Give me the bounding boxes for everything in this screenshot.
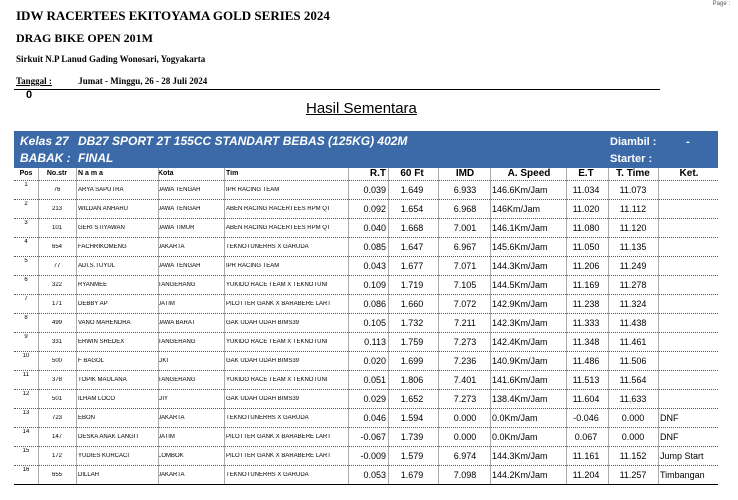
table-bottom-line — [14, 484, 718, 485]
cell-ket: Jump Start — [660, 451, 704, 461]
cell-et: 0.067 — [574, 432, 598, 442]
cell-kota: JAWA TENGAH — [158, 206, 201, 212]
column-divider — [76, 168, 77, 484]
table-row — [14, 446, 718, 465]
cell-tt: 11.120 — [619, 223, 647, 233]
cell-spd: 145.6Km/Jam — [492, 242, 548, 252]
babak-label: BABAK : — [20, 151, 71, 165]
cell-tt: 0.000 — [621, 432, 645, 442]
cell-no: 322 — [51, 282, 62, 288]
cell-imd: 6.974 — [453, 451, 477, 461]
cell-ft: 1.660 — [400, 299, 424, 309]
table-body — [14, 180, 718, 484]
cell-nama: RYANMEE — [78, 282, 108, 288]
cell-nama: GERI STIYAWAN — [78, 225, 125, 231]
cell-nama: F BAGOL — [78, 358, 105, 364]
cell-et: 11.034 — [572, 185, 600, 195]
col-rt: R.T — [369, 168, 386, 179]
cell-kota: JAWA TIMUR — [158, 225, 195, 231]
cell-imd: 7.071 — [453, 261, 477, 271]
cell-pos: 5 — [24, 258, 28, 264]
cell-pos: 16 — [22, 467, 30, 473]
cell-rt: 0.040 — [363, 223, 386, 233]
class-name: DB27 SPORT 2T 155CC STANDART BEBAS (125KG) 402M — [78, 134, 408, 148]
cell-kota: JAKARTA — [158, 415, 185, 421]
cell-no: 499 — [51, 320, 62, 326]
cell-ft: 1.739 — [400, 432, 424, 442]
table-row — [14, 256, 718, 275]
cell-tt: 11.506 — [619, 356, 647, 366]
cell-no: 654 — [51, 244, 62, 250]
cell-nama: ARYA SAPUTRA — [78, 187, 124, 193]
cell-tt: 11.152 — [619, 451, 647, 461]
cell-no: 500 — [51, 358, 62, 364]
table-row — [14, 275, 718, 294]
date-value: Jumat - Minggu, 26 - 28 Juli 2024 — [78, 76, 208, 86]
column-divider — [566, 168, 567, 484]
cell-imd: 6.968 — [453, 204, 477, 214]
cell-ft: 1.699 — [400, 356, 424, 366]
cell-et: 11.486 — [572, 356, 600, 366]
cell-et: 11.604 — [572, 394, 600, 404]
cell-imd: 6.933 — [453, 185, 477, 195]
cell-ft: 1.579 — [400, 451, 424, 461]
cell-imd: 6.967 — [453, 242, 477, 252]
cell-spd: 138.4Km/Jam — [492, 394, 548, 404]
cell-spd: 0.0Km/Jam — [492, 413, 538, 423]
cell-spd: 146Km/Jam — [492, 204, 541, 214]
column-divider — [490, 168, 491, 484]
col-pos: Pos — [19, 170, 33, 177]
cell-imd: 7.236 — [453, 356, 477, 366]
cell-imd: 7.098 — [453, 470, 477, 480]
cell-spd: 144.3Km/Jam — [492, 261, 548, 271]
cell-no: 331 — [51, 339, 62, 345]
header-divider — [14, 89, 660, 90]
cell-no: 723 — [51, 415, 62, 421]
cell-pos: 11 — [22, 372, 30, 378]
col-imd: IMD — [455, 168, 475, 179]
table-row — [14, 199, 718, 218]
kelas-label: Kelas 27 — [20, 134, 69, 148]
col-ket: Ket. — [679, 168, 699, 179]
cell-ket: Timbangan — [660, 470, 705, 480]
cell-tim: PILOTTER GANK X BARABERE LART — [226, 301, 331, 307]
table-row — [14, 294, 718, 313]
cell-nama: WILDAN ANHARU — [78, 206, 129, 212]
cell-et: 11.161 — [572, 451, 600, 461]
cell-no: 77 — [53, 263, 61, 269]
cell-pos: 12 — [22, 391, 30, 397]
cell-kota: JATIM — [158, 434, 175, 440]
venue: Sirkuit N.P Lanud Gading Wonosari, Yogyakarta — [16, 54, 206, 64]
cell-tt: 11.135 — [619, 242, 647, 252]
cell-rt: 0.092 — [363, 204, 386, 214]
cell-pos: 2 — [24, 201, 28, 207]
starter-label: Starter : — [610, 153, 653, 165]
cell-spd: 142.9Km/Jam — [492, 299, 548, 309]
cell-et: 11.050 — [572, 242, 600, 252]
cell-et: -0.046 — [573, 413, 599, 423]
cell-imd: 7.072 — [453, 299, 477, 309]
cell-ft: 1.719 — [400, 280, 424, 290]
cell-no: 172 — [51, 453, 62, 459]
col-no: No.str — [46, 170, 68, 177]
cell-kota: JAKARTA — [158, 472, 185, 478]
cell-no: 501 — [51, 396, 62, 402]
cell-nama: ADI.S.TUYUL — [78, 263, 116, 269]
cell-rt: 0.051 — [363, 375, 386, 385]
cell-spd: 146.6Km/Jam — [492, 185, 548, 195]
cell-pos: 14 — [22, 429, 30, 435]
cell-ft: 1.649 — [400, 185, 424, 195]
cell-nama: DESKA ANAK LANGIT — [78, 434, 140, 440]
col-et: E.T — [578, 168, 594, 179]
cell-et: 11.080 — [572, 223, 600, 233]
cell-rt: 0.105 — [363, 318, 386, 328]
cell-ft: 1.594 — [400, 413, 424, 423]
cell-tt: 11.249 — [619, 261, 647, 271]
cell-ket: DNF — [660, 432, 679, 442]
cell-kota: TANGERANG — [158, 377, 196, 383]
cell-ft: 1.654 — [400, 204, 424, 214]
cell-spd: 142.3Km/Jam — [492, 318, 548, 328]
cell-tt: 11.564 — [619, 375, 647, 385]
cell-imd: 7.001 — [453, 223, 477, 233]
cell-tt: 11.461 — [619, 337, 647, 347]
cell-rt: 0.020 — [363, 356, 386, 366]
cell-rt: -0.009 — [360, 451, 386, 461]
column-divider — [38, 168, 39, 484]
cell-ket: DNF — [660, 413, 679, 423]
cell-rt: 0.085 — [363, 242, 386, 252]
cell-pos: 15 — [22, 448, 30, 454]
cell-tt: 11.324 — [619, 299, 647, 309]
table-row — [14, 389, 718, 408]
cell-ft: 1.679 — [400, 470, 424, 480]
cell-kota: LOMBOK — [158, 453, 184, 459]
cell-tim: TEKNOTUNERHS X GARUDA — [226, 244, 309, 250]
cell-ft: 1.806 — [400, 375, 424, 385]
event-title: IDW RACERTEES EKITOYAMA GOLD SERIES 2024 — [16, 8, 330, 23]
column-divider — [438, 168, 439, 484]
cell-tim: YUKIDO RACE TEAM X TEKNOTUNI — [226, 377, 328, 383]
cell-kota: TANGERANG — [158, 282, 196, 288]
cell-tim: ABEN RACING RACERTEES RPM QT — [226, 206, 331, 212]
cell-ft: 1.732 — [400, 318, 424, 328]
cell-et: 11.348 — [572, 337, 600, 347]
cell-imd: 7.273 — [453, 337, 477, 347]
cell-imd: 7.211 — [454, 318, 476, 328]
event-subtitle: DRAG BIKE OPEN 201M — [16, 31, 154, 45]
cell-tt: 11.257 — [619, 470, 647, 480]
cell-rt: 0.053 — [363, 470, 386, 480]
cell-nama: DEBBY AP — [78, 301, 108, 307]
cell-tt: 11.633 — [619, 394, 647, 404]
cell-no: 171 — [51, 301, 62, 307]
cell-kota: JAWA TENGAH — [158, 263, 201, 269]
table-row — [14, 237, 718, 256]
cell-no: 378 — [51, 377, 62, 383]
cell-nama: ERWIN SREDEX — [78, 339, 125, 345]
cell-ft: 1.668 — [400, 223, 424, 233]
cell-imd: 7.273 — [453, 394, 477, 404]
cell-kota: DKI — [158, 358, 169, 364]
cell-et: 11.169 — [572, 280, 600, 290]
cell-tim: YUKIDO RACE TEAM X TEKNOTUNI — [226, 339, 328, 345]
cell-et: 11.513 — [572, 375, 600, 385]
cell-tt: 11.112 — [619, 204, 647, 214]
zero-mark: 0 — [26, 89, 33, 101]
col-ttime: T. Time — [616, 168, 650, 179]
cell-kota: JAWA BARAT — [158, 320, 196, 326]
cell-spd: 144.3Km/Jam — [492, 451, 548, 461]
cell-nama: YUDIES KURCACI — [78, 453, 130, 459]
cell-pos: 3 — [24, 220, 28, 226]
cell-ft: 1.677 — [400, 261, 424, 271]
cell-pos: 13 — [22, 410, 30, 416]
cell-et: 11.333 — [572, 318, 600, 328]
cell-nama: DILLAH — [78, 472, 100, 478]
cell-rt: 0.046 — [363, 413, 386, 423]
diambil-value: - — [686, 136, 690, 148]
cell-pos: 4 — [24, 239, 28, 245]
cell-tim: YUKIDO RACE TEAM X TEKNOTUNI — [226, 282, 328, 288]
cell-spd: 141.6Km/Jam — [492, 375, 548, 385]
class-banner — [14, 131, 718, 168]
cell-et: 11.206 — [572, 261, 600, 271]
cell-nama: VANO MAHENDRA — [78, 320, 131, 326]
cell-imd: 7.105 — [453, 280, 477, 290]
cell-no: 147 — [51, 434, 62, 440]
cell-tim: TEKNOTUNERHS X GARUDA — [226, 472, 309, 478]
cell-et: 11.020 — [572, 204, 600, 214]
cell-tim: IPR RACING TEAM — [226, 263, 280, 269]
table-row — [14, 465, 718, 484]
column-divider — [224, 168, 225, 484]
cell-tim: TEKNOTUNERHS X GARUDA — [226, 415, 309, 421]
cell-et: 11.204 — [572, 470, 600, 480]
col-kota: Kota — [158, 170, 174, 177]
page-title: Hasil Sementara — [306, 100, 417, 117]
cell-ft: 1.647 — [400, 242, 424, 252]
cell-tim: PILOTTER GANK X BARABERE LART — [226, 453, 331, 459]
cell-ft: 1.759 — [400, 337, 424, 347]
cell-tim: PILOTTER GANK X BARABERE LART — [226, 434, 331, 440]
cell-tim: ABEN RACING RACERTEES RPM QT — [226, 225, 331, 231]
column-divider — [348, 168, 349, 484]
table-row — [14, 370, 718, 389]
cell-rt: 0.086 — [363, 299, 386, 309]
date-label: Tanggal : — [16, 76, 52, 86]
table-row — [14, 332, 718, 351]
col-tim: Tim — [226, 170, 239, 177]
cell-spd: 146.1Km/Jam — [492, 223, 548, 233]
cell-kota: DIY — [158, 396, 169, 402]
cell-nama: ILHAM LOCO — [78, 396, 116, 402]
diambil-label: Diambil : — [610, 136, 657, 148]
cell-et: 11.238 — [572, 299, 600, 309]
cell-imd: 7.401 — [453, 375, 477, 385]
cell-ft: 1.652 — [400, 394, 424, 404]
cell-spd: 140.9Km/Jam — [492, 356, 548, 366]
cell-tt: 0.000 — [621, 413, 645, 423]
cell-kota: JATIM — [158, 301, 175, 307]
cell-tt: 11.073 — [619, 185, 647, 195]
cell-kota: JAKARTA — [158, 244, 185, 250]
cell-pos: 9 — [24, 334, 28, 340]
cell-rt: -0.067 — [360, 432, 386, 442]
table-row — [14, 180, 718, 199]
cell-spd: 142.4Km/Jam — [492, 337, 548, 347]
cell-no: 655 — [51, 472, 62, 478]
cell-pos: 6 — [24, 277, 28, 283]
cell-no: 213 — [51, 206, 62, 212]
col-speed: A. Speed — [507, 168, 551, 179]
cell-tim: GAK UDAH UDAH BIMS39 — [226, 396, 300, 402]
table-row — [14, 313, 718, 332]
cell-rt: 0.043 — [363, 261, 386, 271]
babak-value: FINAL — [78, 151, 114, 165]
col-60ft: 60 Ft — [400, 168, 424, 179]
cell-pos: 10 — [22, 353, 30, 359]
results-table — [14, 168, 718, 484]
cell-spd: 144.2Km/Jam — [492, 470, 548, 480]
cell-nama: EBON — [78, 415, 96, 421]
cell-kota: TANGERANG — [158, 339, 196, 345]
cell-nama: TOPIK MAULANA — [78, 377, 127, 383]
cell-tim: GAK UDAH UDAH BIMS39 — [226, 320, 300, 326]
cell-imd: 0.000 — [453, 413, 477, 423]
cell-kota: JAWA TENGAH — [158, 187, 201, 193]
col-nama: N a m a — [78, 170, 103, 177]
table-header — [14, 168, 718, 180]
column-divider — [658, 168, 659, 484]
cell-pos: 7 — [24, 296, 28, 302]
cell-tt: 11.278 — [619, 280, 647, 290]
page-label: Page : — [712, 1, 730, 7]
cell-rt: 0.109 — [363, 280, 386, 290]
cell-spd: 144.5Km/Jam — [492, 280, 548, 290]
cell-tt: 11.438 — [619, 318, 647, 328]
column-divider — [608, 168, 609, 484]
cell-no: 76 — [53, 187, 61, 193]
table-row — [14, 351, 718, 370]
cell-rt: 0.039 — [363, 185, 386, 195]
column-divider — [158, 168, 159, 484]
cell-tim: GAK UDAH UDAH BIMS39 — [226, 358, 300, 364]
table-row — [14, 408, 718, 427]
table-row — [14, 218, 718, 237]
table-row — [14, 427, 718, 446]
cell-nama: FACHRIKOMENG — [78, 244, 127, 250]
column-divider — [388, 168, 389, 484]
cell-imd: 0.000 — [453, 432, 477, 442]
date-line — [16, 76, 207, 86]
cell-rt: 0.113 — [364, 337, 386, 347]
cell-pos: 1 — [24, 182, 28, 188]
cell-spd: 0.0Km/Jam — [492, 432, 538, 442]
cell-rt: 0.029 — [363, 394, 386, 404]
cell-pos: 8 — [24, 315, 28, 321]
cell-tim: IPR RACING TEAM — [226, 187, 280, 193]
cell-no: 101 — [51, 225, 62, 231]
